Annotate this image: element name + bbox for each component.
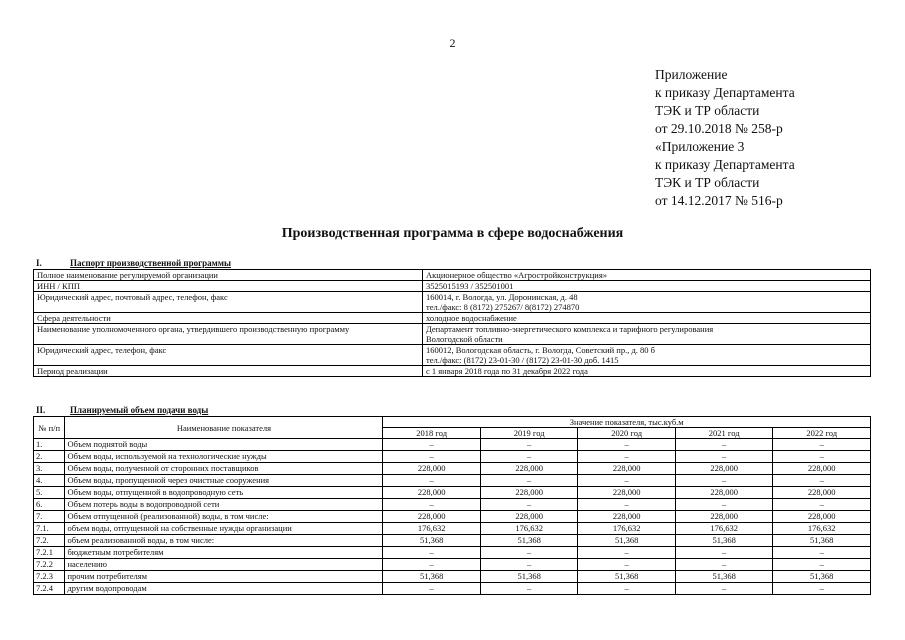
row-value: – (773, 583, 871, 595)
section1-number: I. (36, 258, 42, 268)
document-title: Производственная программа в сфере водоснабжения (281, 226, 624, 241)
table-row (34, 583, 871, 595)
row-value: 228,000 (773, 487, 871, 499)
col-num-header: № п/п (34, 417, 65, 439)
row-value: 51,368 (675, 535, 773, 547)
year-header: 2020 год (578, 428, 676, 439)
row-value: – (383, 499, 481, 511)
row-name: Объем воды, отпущенной в водопроводную сеть (65, 487, 383, 499)
row-name: Объем поднятой воды (65, 439, 383, 451)
passport-row (34, 281, 871, 292)
row-value: 51,368 (675, 571, 773, 583)
row-value: 228,000 (675, 511, 773, 523)
row-value: – (578, 499, 676, 511)
row-value: 51,368 (578, 571, 676, 583)
passport-row (34, 324, 871, 345)
section1-title: Паспорт производственной программы (70, 258, 231, 268)
row-name: Объем потерь воды в водопроводной сети (65, 499, 383, 511)
passport-row (34, 366, 871, 377)
row-value: – (773, 475, 871, 487)
passport-value-line: Вологодской области (426, 334, 503, 344)
table-row (34, 571, 871, 583)
passport-key: Юридический адрес, почтовый адрес, телефон, факс (34, 292, 423, 313)
row-name: населению (65, 559, 383, 571)
row-value: 228,000 (383, 463, 481, 475)
row-value: 228,000 (773, 511, 871, 523)
volume-table (33, 416, 871, 595)
row-value: 228,000 (675, 487, 773, 499)
row-name: другим водопроводам (65, 583, 383, 595)
row-value: 51,368 (773, 571, 871, 583)
table-row (34, 511, 871, 523)
row-value: 228,000 (383, 487, 481, 499)
row-value: – (480, 475, 578, 487)
year-header: 2021 год (675, 428, 773, 439)
passport-value-line: 160012, Вологодская область, г. Вологда, Советский пр., д. 80 б (426, 345, 656, 355)
passport-key: Наименование уполномоченного органа, утвердившего производственную программу (34, 324, 423, 345)
row-number: 7.2. (34, 535, 65, 547)
row-value: – (383, 547, 481, 559)
passport-value (423, 313, 871, 324)
row-value: – (773, 559, 871, 571)
row-value: – (675, 559, 773, 571)
row-value: – (480, 499, 578, 511)
passport-value-line: с 1 января 2018 года по 31 декабря 2022 года (426, 366, 588, 376)
table-row (34, 547, 871, 559)
passport-value (423, 270, 871, 281)
row-name: бюджетным потребителям (65, 547, 383, 559)
row-value: – (578, 475, 676, 487)
passport-row (34, 292, 871, 313)
table-row (34, 559, 871, 571)
row-number: 4. (34, 475, 65, 487)
row-value: – (675, 451, 773, 463)
row-value: – (578, 451, 676, 463)
annex-line: ТЭК и ТР области (655, 175, 760, 190)
year-header: 2018 год (383, 428, 481, 439)
passport-value (423, 366, 871, 377)
row-value: 228,000 (773, 463, 871, 475)
row-value: 228,000 (480, 487, 578, 499)
annex-line: Приложение (655, 67, 728, 82)
row-number: 6. (34, 499, 65, 511)
passport-key: Полное наименование регулируемой организации (34, 270, 423, 281)
row-name: Объем отпущенной (реализованной) воды, в том числе: (65, 511, 383, 523)
row-value: – (383, 475, 481, 487)
row-value: – (675, 499, 773, 511)
row-value: – (773, 547, 871, 559)
row-value: – (773, 499, 871, 511)
row-value: – (383, 439, 481, 451)
row-value: 228,000 (480, 511, 578, 523)
row-value: – (675, 583, 773, 595)
row-value: – (480, 451, 578, 463)
table-row (34, 475, 871, 487)
row-value: 228,000 (480, 463, 578, 475)
table-row (34, 499, 871, 511)
row-value: 176,632 (773, 523, 871, 535)
passport-value (423, 324, 871, 345)
passport-key: Юридический адрес, телефон, факс (34, 345, 423, 366)
year-header: 2022 год (773, 428, 871, 439)
passport-value-line: Департамент топливно-энергетического комплекса и тарифного регулирования (426, 324, 714, 334)
row-value: – (578, 583, 676, 595)
table-row (34, 451, 871, 463)
passport-value (423, 345, 871, 366)
row-number: 3. (34, 463, 65, 475)
row-value: – (773, 451, 871, 463)
row-value: 228,000 (578, 511, 676, 523)
passport-row (34, 345, 871, 366)
row-value: – (383, 583, 481, 595)
row-value: – (773, 439, 871, 451)
row-number: 7.1. (34, 523, 65, 535)
row-number: 2. (34, 451, 65, 463)
passport-value (423, 281, 871, 292)
row-number: 7. (34, 511, 65, 523)
section2-heading (36, 405, 208, 415)
row-value: – (480, 559, 578, 571)
row-number: 7.2.3 (34, 571, 65, 583)
row-value: – (480, 439, 578, 451)
table-row (34, 463, 871, 475)
section2-title: Планируемый объем подачи воды (70, 405, 209, 415)
annex-line: ТЭК и ТР области (655, 103, 760, 118)
section1-heading (36, 258, 231, 268)
annex-line: «Приложение 3 (655, 139, 745, 154)
row-value: – (383, 451, 481, 463)
row-value: 176,632 (675, 523, 773, 535)
passport-key: Сфера деятельности (34, 313, 423, 324)
col-name-header: Наименование показателя (65, 417, 383, 439)
annex-line: от 29.10.2018 № 258-р (655, 121, 783, 136)
col-values-header: Значение показателя, тыс.куб.м (383, 417, 871, 428)
row-name: объем реализованной воды, в том числе: (65, 535, 383, 547)
row-value: 228,000 (578, 487, 676, 499)
row-name: Объем воды, используемой на технологические нужды (65, 451, 383, 463)
row-value: – (383, 559, 481, 571)
passport-row (34, 313, 871, 324)
row-value: – (578, 559, 676, 571)
passport-value-line: 160014, г. Вологда, ул. Доронинская, д. 48 (426, 292, 578, 302)
row-name: объем воды, отпущенной на собственные нужды организации (65, 523, 383, 535)
row-name: Объем воды, полученной от сторонних поставщиков (65, 463, 383, 475)
passport-value (423, 292, 871, 313)
row-value: 176,632 (480, 523, 578, 535)
row-name: прочим потребителям (65, 571, 383, 583)
annex-line: от 14.12.2017 № 516-р (655, 193, 783, 208)
passport-key: ИНН / КПП (34, 281, 423, 292)
row-value: 51,368 (578, 535, 676, 547)
row-value: 51,368 (773, 535, 871, 547)
passport-value-line: холодное водоснабжение (426, 313, 517, 323)
annex-line: к приказу Департамента (655, 157, 795, 172)
row-value: 51,368 (383, 535, 481, 547)
row-value: – (675, 439, 773, 451)
row-value: 51,368 (383, 571, 481, 583)
table-row (34, 535, 871, 547)
table-row (34, 439, 871, 451)
row-value: – (578, 547, 676, 559)
row-value: 51,368 (480, 535, 578, 547)
year-header: 2019 год (480, 428, 578, 439)
row-number: 7.2.2 (34, 559, 65, 571)
passport-table (33, 269, 871, 377)
passport-row (34, 270, 871, 281)
row-value: 228,000 (578, 463, 676, 475)
row-number: 7.2.4 (34, 583, 65, 595)
section2-number: II. (36, 405, 46, 415)
row-value: 228,000 (675, 463, 773, 475)
table-row (34, 487, 871, 499)
page-number: 2 (449, 36, 456, 50)
row-value: – (578, 439, 676, 451)
row-number: 7.2.1 (34, 547, 65, 559)
row-value: – (480, 583, 578, 595)
row-value: 228,000 (383, 511, 481, 523)
row-value: – (675, 547, 773, 559)
row-value: 51,368 (480, 571, 578, 583)
row-value: 176,632 (383, 523, 481, 535)
row-value: – (675, 475, 773, 487)
row-name: Объем воды, пропущенной через очистные сооружения (65, 475, 383, 487)
row-value: 176,632 (578, 523, 676, 535)
passport-value-line: тел./факс: (8172) 23-01-30 / (8172) 23-01-30 доб. 1415 (426, 355, 619, 365)
passport-value-line: 3525015193 / 352501001 (426, 281, 514, 291)
annex-line: к приказу Департамента (655, 85, 795, 100)
row-number: 1. (34, 439, 65, 451)
annex-block (655, 66, 795, 210)
passport-value-line: тел./факс: 8 (8172) 275267/ 8(8172) 274870 (426, 302, 580, 312)
table-row (34, 523, 871, 535)
passport-value-line: Акционерное общество «Агростройконструкция» (426, 270, 607, 280)
passport-key: Период реализации (34, 366, 423, 377)
row-value: – (480, 547, 578, 559)
row-number: 5. (34, 487, 65, 499)
